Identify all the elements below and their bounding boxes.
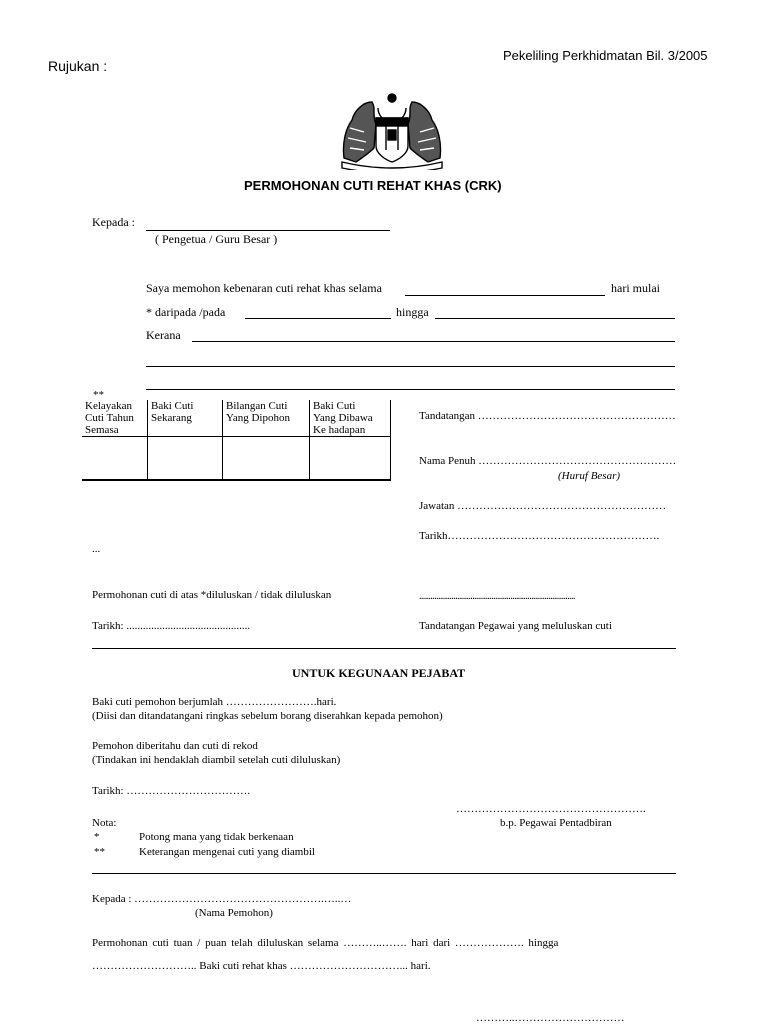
request-text: Saya memohon kebenaran cuti rehat khas selama [146,281,382,295]
double-star-mark: ** [93,389,104,401]
requested-days-header: Bilangan Cuti Yang Dipohon [223,400,310,437]
office-use-title: UNTUK KEGUNAAN PEJABAT [292,666,466,680]
notified-text: Pemohon diberitahu dan cuti di rekod [92,740,258,752]
remaining-balance-line[interactable]: ……………………….. Baki cuti rehat khas …………………………... hari. [92,960,431,972]
section-divider [92,648,676,649]
reason-field-1[interactable] [192,341,675,342]
approver-signature-field[interactable]: .................................................................................. [419,591,575,602]
note-text: Keterangan mengenai cuti yang diambil [139,846,315,858]
bottom-signature-field[interactable]: ………..………………………… [476,1012,625,1024]
reason-field-2[interactable] [146,366,675,367]
principal-name-field[interactable] [146,230,390,231]
balance-note: (Diisi dan ditandatangani ringkas sebelum borang diserahkan kepada pemohon) [92,710,443,722]
carried-forward-cell[interactable] [310,437,391,481]
approved-days-line[interactable]: Permohonan cuti tuan / puan telah diluluskan selama ………..……. hari dari ………………. hingga [92,937,559,949]
note-mark: ** [94,846,105,858]
days-field[interactable] [405,295,605,296]
because-label: Kerana [146,328,181,342]
entitlement-cell[interactable] [82,437,148,481]
date-field[interactable]: Tarikh…………………………………………………. [419,530,660,542]
note-text: Potong mana yang tidak berkenaan [139,831,294,843]
position-field[interactable]: Jawatan ………………………………………………… [419,500,667,512]
approval-statement: Permohonan cuti di atas *diluluskan / tidak diluluskan [92,589,332,601]
section-divider [92,873,676,874]
from-date-field[interactable] [245,318,391,319]
principal-caption: ( Pengetua / Guru Besar ) [155,232,278,246]
table-header-row [82,400,391,437]
malaysia-coat-of-arms-icon [338,88,446,170]
reply-to-field[interactable]: Kepada : …………………………………………….…..… [92,893,352,905]
form-title: PERMOHONAN CUTI REHAT KHAS (CRK) [244,178,502,193]
notified-note: (Tindakan ini hendaklah diambil setelah cuti diluluskan) [92,754,341,766]
leave-balance-table [82,400,391,481]
admin-caption: b.p. Pegawai Pentadbiran [500,817,612,829]
carried-forward-header: Baki Cuti Yang Dibawa Ke hadapan [310,400,391,437]
balance-field[interactable]: Baki cuti pemohon berjumlah …………………….hari. [92,696,337,708]
reference-label: Rujukan : [48,58,108,74]
current-balance-cell[interactable] [148,437,223,481]
table-row [82,437,391,481]
entitlement-header: Kelayakan Cuti Tahun Semasa [82,400,148,437]
current-balance-header: Baki Cuti Sekarang [148,400,223,437]
full-name-field[interactable]: Nama Penuh ……………………………………………… [419,455,677,467]
until-label: hingga [396,305,429,319]
office-date-field[interactable]: Tarikh: ……………………………. [92,785,251,797]
signature-field[interactable]: Tandatangan ……………………………………………… [419,410,676,422]
days-from-label: hari mulai [611,281,660,295]
from-label: * daripada /pada [146,305,226,319]
note-mark: * [94,831,100,843]
circular-number: Pekeliling Perkhidmatan Bil. 3/2005 [503,48,708,63]
to-label: Kepada : [92,215,135,229]
approver-caption: Tandatangan Pegawai yang meluluskan cuti [419,620,612,632]
capital-letters-note: (Huruf Besar) [558,470,621,482]
requested-days-cell[interactable] [223,437,310,481]
approval-date-field[interactable]: Tarikh: ............................................. [92,620,251,632]
admin-signature-field[interactable]: ……………………………………………. [456,803,646,815]
until-date-field[interactable] [435,318,675,319]
ellipsis-mark: ... [92,543,101,555]
applicant-name-caption: (Nama Pemohon) [195,907,273,919]
reason-field-3[interactable] [146,389,675,390]
note-label: Nota: [92,817,117,829]
